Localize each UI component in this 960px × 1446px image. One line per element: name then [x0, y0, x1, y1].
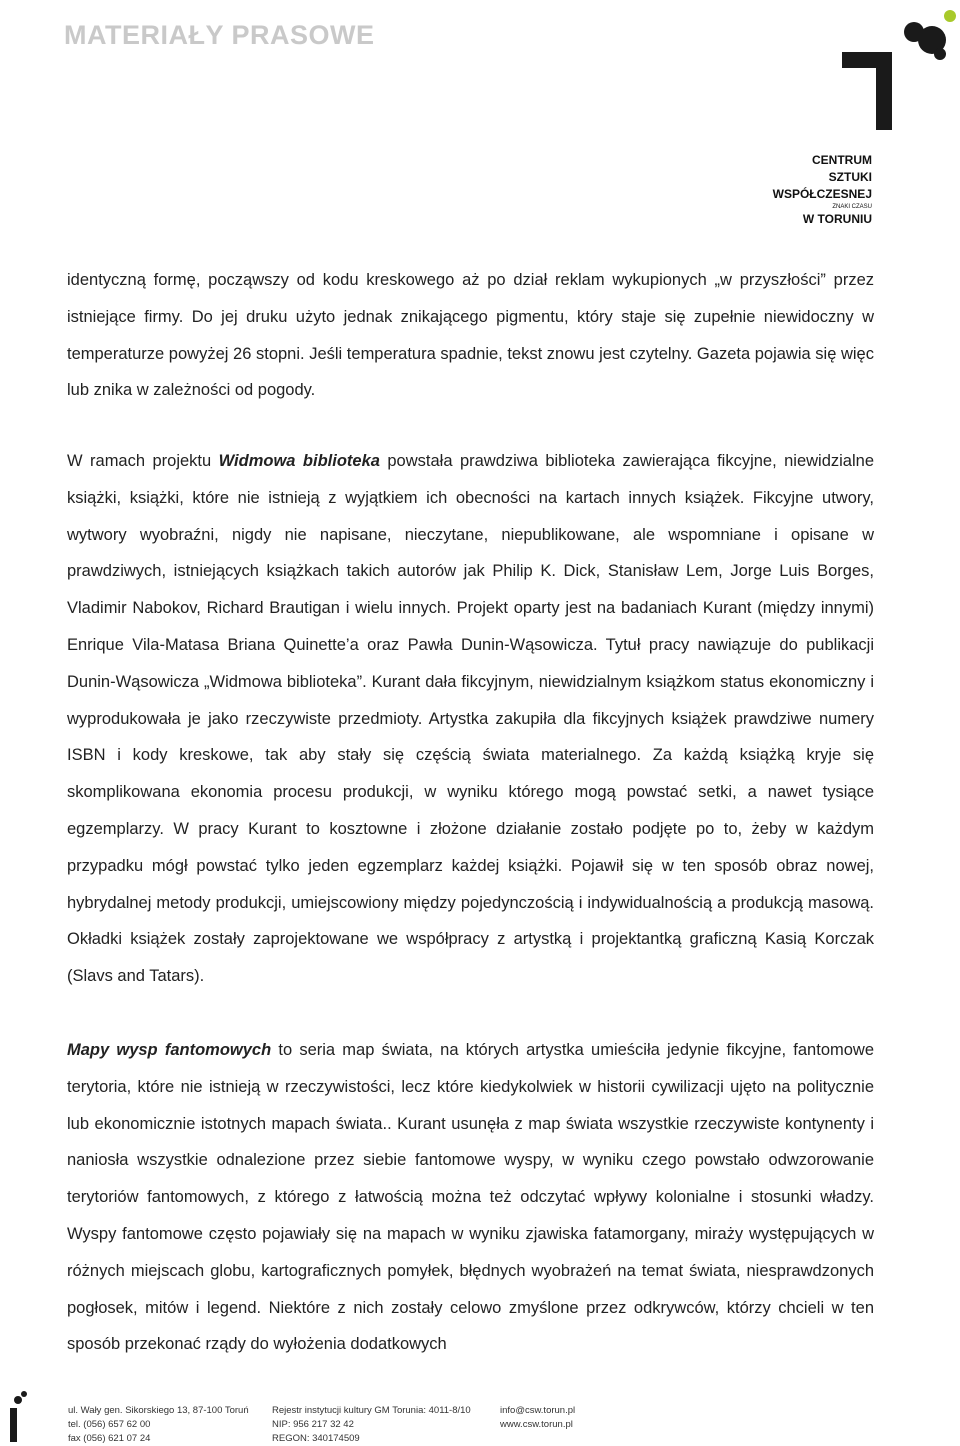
footer-nip: NIP: 956 217 32 42: [272, 1419, 354, 1430]
footer-registry-block: [272, 1404, 471, 1446]
logo-line-w-toruniu: W TORUNIU: [802, 212, 872, 226]
footer-regon: REGON: 340174509: [272, 1433, 360, 1444]
paragraph-mapy-wysp: [67, 1032, 874, 1363]
press-materials-heading: MATERIAŁY PRASOWE: [64, 20, 375, 50]
footer-fax: fax (056) 621 07 24: [68, 1433, 151, 1444]
footer-tel: tel. (056) 657 62 00: [68, 1419, 151, 1430]
paragraph-newspaper: identyczną formę, począwszy od kodu kreskowego aż po dział reklam wykupionych „w przyszłości” przez istniejące firmy. Do jej druku użyto jednak znikającego pigmentu, który staje się zupełnie niewidoczny w temperaturze powyżej 26 stopni. Jeśli temperatura spadnie, tekst znowu jest czytelny. Gazeta pojawia się więc lub znika w zależności od pogody.: [67, 271, 874, 400]
logo-line-centrum: CENTRUM: [812, 153, 872, 167]
csw-logo-text: [773, 152, 872, 228]
csw-logo-icon: [836, 4, 960, 136]
project-title-mapy-wysp: Mapy wysp fantomowych: [67, 1041, 272, 1059]
paragraph-lead: W ramach projektu: [67, 452, 219, 470]
footer-contact-block: [500, 1404, 575, 1432]
logo-line-sztuki: SZTUKI: [828, 170, 872, 184]
footer-logo-icon: [4, 1388, 30, 1444]
paragraph-body: to seria map świata, na których artystka umieściła jedynie fikcyjne, fantomowe terytoria, które nie istnieją w rzeczywistości, lecz które kiedykolwiek w historii cywilizacji ujęto na politycznie lub ekonomicznie istotnych mapach świata.. Kurant usunęła z map świata wszystkie rzeczywiste kontynenty i naniosła wszystkie odnalezione przez siebie fantomowe wyspy, w wyniku czego powstało odwzorowanie terytoriów fantomowych, z którego z łatwością można też odczytać wpływy kolonialne i stosunki władzy. Wyspy fantomowe często pojawiały się na mapach w wyniku zjawiska fatamorgany, miraży występujących w różnych miejscach globu, kartograficznych pomyłek, błędnych wyobrażeń na temat świata, niesprawdzonych pogłosek, mitów i legend. Niektóre z nich zostały celowo zmyślone przez odkrywców, którzy chcieli w ten sposób przekonać rządy do wyłożenia dodatkowych: [67, 1041, 875, 1354]
footer-address: ul. Wały gen. Sikorskiego 13, 87-100 Toruń: [68, 1405, 249, 1416]
logo-line-znaki-czasu: ZNAKI CZASU: [832, 204, 872, 210]
footer-address-block: [68, 1404, 249, 1446]
logo-line-wspolczesnej: WSPÓŁCZESNEJ: [772, 187, 872, 201]
paragraph-body: powstała prawdziwa biblioteka zawierająca fikcyjne, niewidzialne książki, książki, które nie istnieją z wyjątkiem ich obecności na kartach innych książek. Fikcyjne utwory, wytwory wyobraźni, nigdy nie napisane, nieczytane, niepublikowane, ale wspomniane i opisane w prawdziwych, istniejących książkach takich autorów jak Philip K. Dick, Stanisław Lem, Jorge Luis Borges, Vladimir Nabokov, Richard Brautigan i wielu innych. Projekt oparty jest na badaniach Kurant (między innymi) Enrique Vila-Matasa Briana Quinette’a oraz Pawła Dunin-Wąsowicza. Tytuł pracy nawiązuje do publikacji Dunin-Wąsowicza „Widmowa biblioteka”. Kurant dała fikcyjnym, niewidzialnym książkom status ekonomiczny i wyprodukowała je jako rzeczywiste przedmioty. Artystka zakupiła dla fikcyjnych książek prawdziwe numery ISBN i kody kreskowe, tak aby stały się częścią świata materialnego. Za każdą książką kryje się skomplikowana ekonomia procesu produkcji, w wyniku którego mogą powstać setki, a nawet tysiące egzemplarzy. W pracy Kurant to kosztowne i złożone działanie zostało podjęte po to, żeby w każdym przypadku mógł powstać tylko jeden egzemplarz każdej książki. Pojawił się w ten sposób obraz nowej, hybrydalnej metody produkcji, umiejscowiony między pojedynczością i indywidualnością a produkcją masową. Okładki książek zostały zaprojektowane we współpracy z artystką i projektantką graficzną Kasią Korczak (Slavs and Tatars).: [67, 452, 874, 986]
footer-registry: Rejestr instytucji kultury GM Torunia: 4011-8/10: [272, 1405, 471, 1416]
project-title-widmowa-biblioteka: Widmowa biblioteka: [218, 452, 380, 470]
footer-email-link[interactable]: info@csw.torun.pl: [500, 1405, 576, 1416]
footer-website-link[interactable]: www.csw.torun.pl: [500, 1419, 573, 1430]
paragraph-widmowa-biblioteka: [67, 443, 874, 995]
